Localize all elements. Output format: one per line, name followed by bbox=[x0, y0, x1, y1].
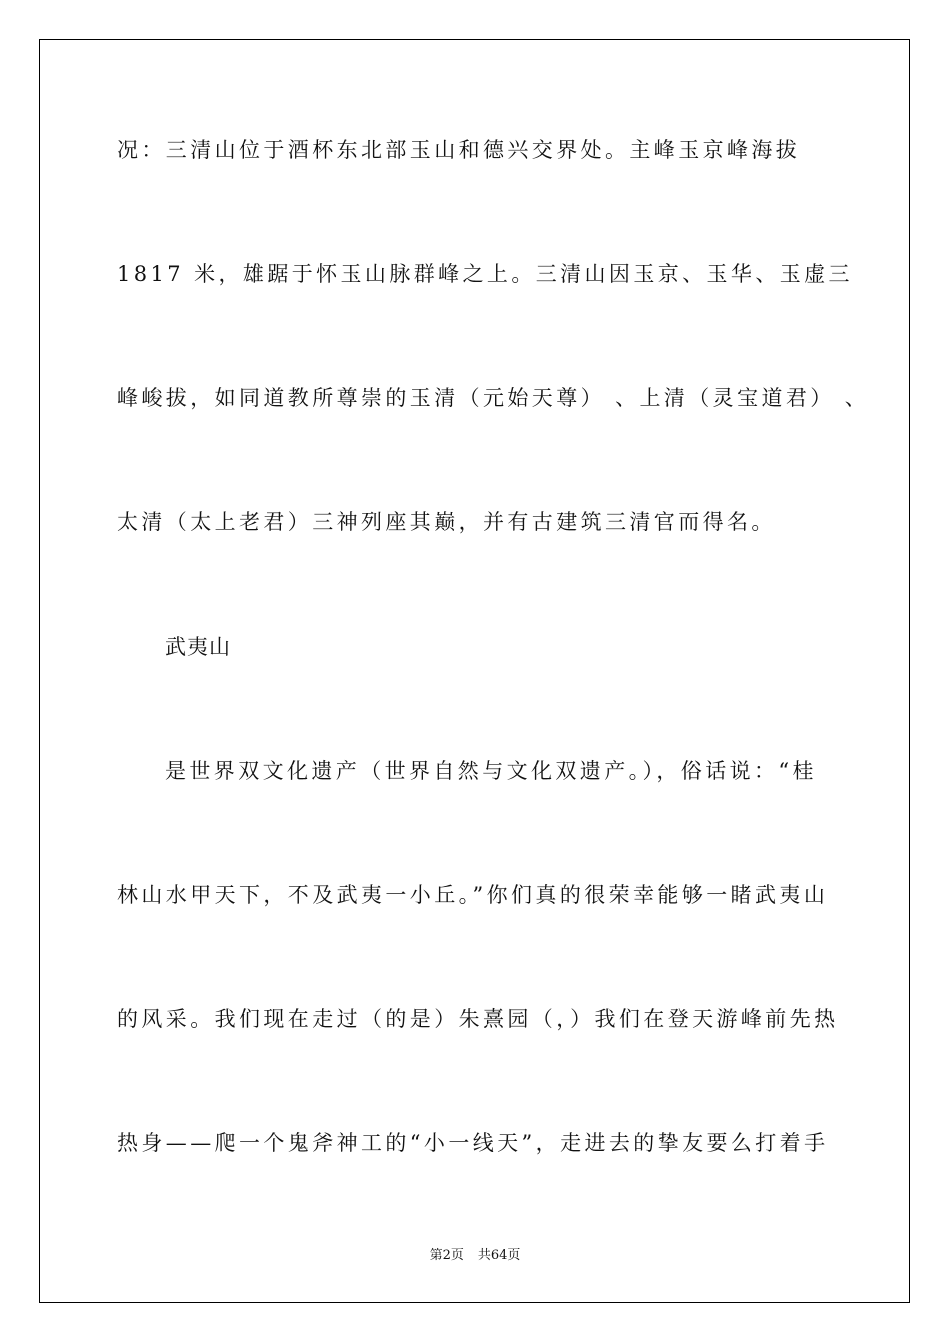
text-line-4: 太清（太上老君）三神列座其巅，并有古建筑三清官而得名。 bbox=[117, 510, 776, 534]
text-line-1: 况：三清山位于酒杯东北部玉山和德兴交界处。主峰玉京峰海拔 bbox=[117, 138, 801, 162]
page-border bbox=[39, 39, 910, 1303]
text-line-3: 峰峻拔，如同道教所尊崇的玉清（元始天尊） 、上清（灵宝道君） 、 bbox=[117, 386, 870, 410]
text-line-2: 1817 米，雄踞于怀玉山脉群峰之上。三清山因玉京、玉华、玉虚三 bbox=[117, 262, 853, 286]
page-number: 第2页 bbox=[429, 1248, 464, 1263]
text-line-6: 是世界双文化遗产（世界自然与文化双遗产。），俗话说：“桂 bbox=[165, 759, 817, 783]
text-line-7: 林山水甲天下，不及武夷一小丘。”你们真的很荣幸能够一睹武夷山 bbox=[117, 883, 829, 907]
page-total: 共64页 bbox=[477, 1248, 521, 1263]
text-line-9: 热身——爬一个鬼斧神工的“小一线天”，走进去的挚友要么打着手 bbox=[117, 1131, 829, 1155]
text-line-8: 的风采。我们现在走过（的是）朱熹园（，）我们在登天游峰前先热 bbox=[117, 1007, 839, 1031]
section-heading-wuyishan: 武夷山 bbox=[165, 635, 231, 659]
page-footer bbox=[0, 1248, 950, 1264]
